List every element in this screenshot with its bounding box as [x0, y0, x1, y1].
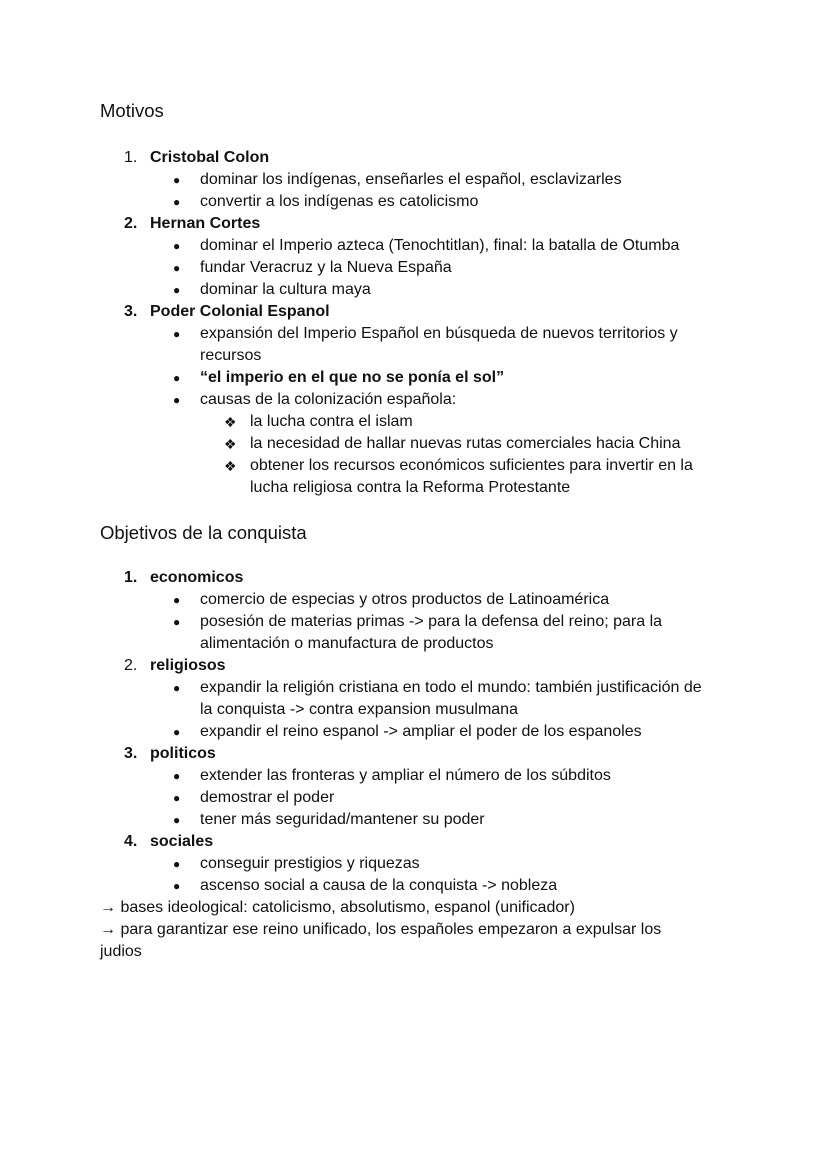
bullet-text: conseguir prestigios y riquezas [200, 855, 420, 872]
bullet-text: posesión de materias primas -> para la defensa del reino; para la [200, 613, 663, 630]
bullet-text: dominar el Imperio azteca (Tenochtitlan), final: la batalla de Otumba [200, 237, 680, 254]
sub-bullet-text: obtener los recursos económicos suficientes para invertir en la [250, 457, 693, 474]
section-heading-objetivos: Objetivos de la conquista [100, 522, 307, 543]
bullet-text: comercio de especias y otros productos de Latinoamérica [200, 591, 610, 608]
list-item-title: Hernan Cortes [150, 215, 261, 232]
list-item-title: Poder Colonial Espanol [150, 303, 330, 320]
bullet-icon: ● [173, 725, 181, 739]
list-number: 2. [124, 657, 138, 674]
note-line-continuation: judios [100, 943, 142, 960]
bullet-text: dominar los indígenas, enseñarles el español, esclavizarles [200, 171, 622, 188]
list-item-title: Cristobal Colon [150, 149, 270, 166]
bullet-text: expansión del Imperio Español en búsqueda de nuevos territorios y [200, 325, 678, 342]
bullet-text: extender las fronteras y ampliar el número de los súbditos [200, 767, 611, 784]
list-item-title: sociales [150, 833, 214, 850]
bullet-text: convertir a los indígenas es catolicismo [200, 193, 479, 210]
bullet-icon: ● [173, 173, 181, 187]
bullet-text: expandir la religión cristiana en todo el mundo: también justificación de [200, 679, 702, 696]
bullet-text: la conquista -> contra expansion musulmana [200, 701, 518, 718]
bullet-icon: ● [173, 327, 181, 341]
section-heading-motivos: Motivos [100, 100, 164, 121]
diamond-bullet-icon: ❖ [224, 458, 237, 474]
bullet-icon: ● [173, 681, 181, 695]
bullet-text: recursos [200, 347, 262, 364]
list-item-title: economicos [150, 569, 244, 586]
bullet-text: causas de la colonización española: [200, 391, 457, 408]
bullet-text: ascenso social a causa de la conquista -> nobleza [200, 877, 558, 894]
bullet-icon: ● [173, 615, 181, 629]
bullet-text: expandir el reino espanol -> ampliar el poder de los espanoles [200, 723, 642, 740]
list-item-title: religiosos [150, 657, 226, 674]
bullet-icon: ● [173, 857, 181, 871]
bullet-icon: ● [173, 393, 181, 407]
bullet-icon: ● [173, 813, 181, 827]
bullet-text: tener más seguridad/mantener su poder [200, 811, 485, 828]
list-number: 3. [124, 745, 138, 762]
bullet-icon: ● [173, 239, 181, 253]
bullet-icon: ● [173, 371, 181, 385]
list-number: 3. [124, 303, 138, 320]
bullet-icon: ● [173, 283, 181, 297]
list-number: 1. [124, 569, 138, 586]
list-item-title: politicos [150, 745, 216, 762]
list-number: 2. [124, 215, 138, 232]
bullet-icon: ● [173, 593, 181, 607]
diamond-bullet-icon: ❖ [224, 414, 237, 430]
bullet-icon: ● [173, 769, 181, 783]
bullet-text-quote: “el imperio en el que no se ponía el sol” [200, 369, 505, 386]
sub-bullet-text: la lucha contra el islam [250, 413, 413, 430]
sub-bullet-text: la necesidad de hallar nuevas rutas comerciales hacia China [250, 435, 681, 452]
bullet-icon: ● [173, 791, 181, 805]
bullet-icon: ● [173, 879, 181, 893]
bullet-text: demostrar el poder [200, 789, 335, 806]
bullet-text: fundar Veracruz y la Nueva España [200, 259, 452, 276]
list-number: 1. [124, 149, 138, 166]
note-line: → bases ideological: catolicismo, absolutismo, espanol (unificador) [100, 899, 575, 916]
note-line: → para garantizar ese reino unificado, los españoles empezaron a expulsar los [100, 921, 662, 938]
bullet-text: dominar la cultura maya [200, 281, 371, 298]
list-number: 4. [124, 833, 138, 850]
bullet-icon: ● [173, 261, 181, 275]
bullet-text: alimentación o manufactura de productos [200, 635, 494, 652]
diamond-bullet-icon: ❖ [224, 436, 237, 452]
bullet-icon: ● [173, 195, 181, 209]
sub-bullet-text: lucha religiosa contra la Reforma Protestante [250, 479, 571, 496]
